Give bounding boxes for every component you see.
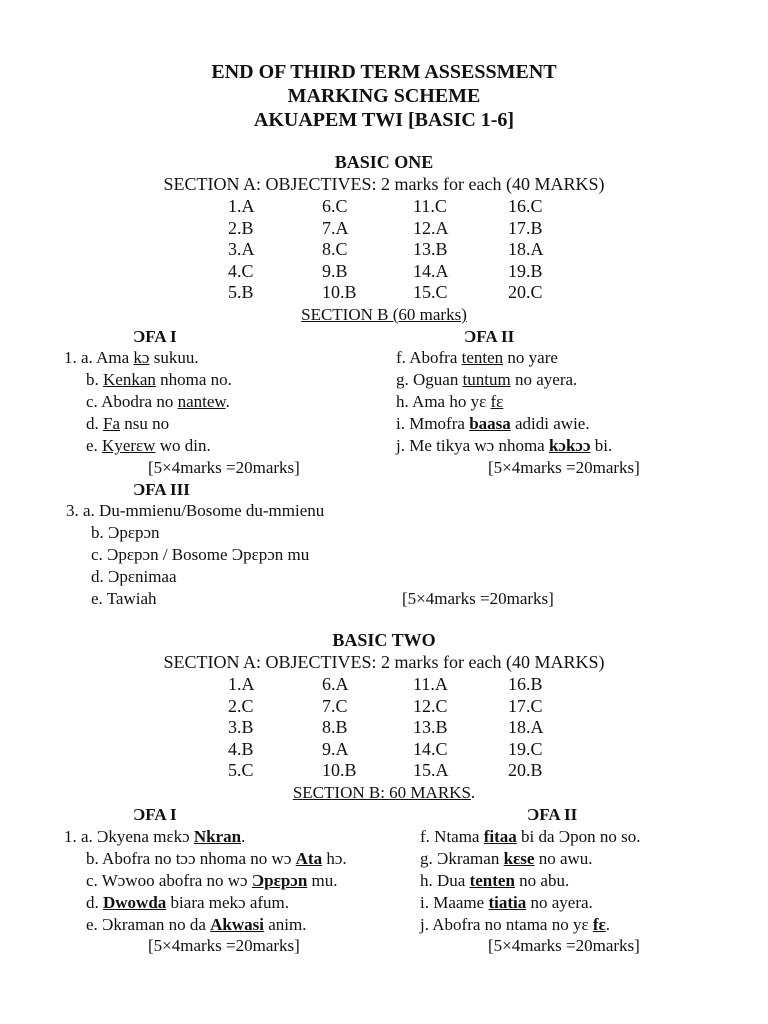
basic-one-ofa3-title: ƆFA III bbox=[133, 480, 190, 499]
item-text: d. bbox=[86, 414, 103, 433]
item-text: bi da Ɔpon no so. bbox=[516, 827, 641, 846]
basic-one-ofa1-marks: [5×4marks =20marks] bbox=[148, 458, 300, 477]
answer-cell: 6.C bbox=[322, 196, 348, 216]
item-text: nsu no bbox=[120, 414, 170, 433]
answer-cell: 15.A bbox=[413, 760, 449, 780]
item-text: . bbox=[605, 915, 611, 934]
list-item bbox=[86, 436, 211, 456]
answer-keyword: Kyerɛw bbox=[102, 436, 156, 455]
item-text: wo din. bbox=[155, 436, 211, 455]
list-item bbox=[420, 915, 610, 935]
basic-two-section-b: SECTION B: 60 MARKS. bbox=[292, 783, 476, 802]
answer-cell: 8.B bbox=[322, 717, 348, 737]
answer-keyword: Fa bbox=[103, 414, 120, 433]
item-text: d. bbox=[86, 893, 103, 912]
item-text: c. Abodra no bbox=[86, 392, 178, 411]
item-text: i. Maame bbox=[420, 893, 489, 912]
item-text: no abu. bbox=[514, 871, 570, 890]
item-text: b. bbox=[86, 370, 103, 389]
item-text: no ayera. bbox=[510, 370, 578, 389]
basic-one-ofa2-marks: [5×4marks =20marks] bbox=[488, 458, 640, 477]
answer-cell: 16.B bbox=[508, 674, 543, 694]
answer-keyword: Ata bbox=[295, 849, 323, 868]
answer-cell: 16.C bbox=[508, 196, 543, 216]
list-item bbox=[64, 827, 245, 847]
answer-cell: 5.B bbox=[228, 282, 254, 302]
item-text: 1. a. Ama bbox=[64, 348, 134, 367]
list-item: b. Ɔpɛpɔn bbox=[91, 523, 160, 542]
answer-cell: 9.B bbox=[322, 260, 348, 281]
answer-keyword: fɛ bbox=[592, 915, 606, 934]
item-text: no awu. bbox=[534, 849, 593, 868]
item-text: no yare bbox=[503, 348, 558, 367]
answer-keyword: tuntum bbox=[462, 370, 511, 389]
item-text: . bbox=[225, 392, 230, 411]
answer-keyword: kɔkɔɔ bbox=[548, 436, 591, 455]
list-item bbox=[86, 893, 289, 913]
item-text: bi. bbox=[590, 436, 613, 455]
item-text: e. Ɔkraman no da bbox=[86, 915, 211, 934]
answer-cell: 2.C bbox=[228, 695, 254, 716]
item-text: h. Dua bbox=[420, 871, 470, 890]
list-item bbox=[86, 414, 169, 434]
answer-keyword: Ɔpɛpɔn bbox=[251, 871, 308, 890]
answer-keyword: kɛse bbox=[503, 849, 535, 868]
item-text: g. Oguan bbox=[396, 370, 463, 389]
item-text: adidi awie. bbox=[510, 414, 590, 433]
list-item bbox=[396, 348, 558, 368]
answer-cell: 11.C bbox=[413, 196, 447, 216]
item-text: biara mekɔ afum. bbox=[166, 893, 290, 912]
answer-cell: 3.B bbox=[228, 717, 254, 737]
list-item bbox=[420, 871, 569, 891]
answer-keyword: tenten bbox=[461, 348, 504, 367]
doc-subject: AKUAPEM TWI [BASIC 1-6] bbox=[253, 109, 515, 131]
answer-cell: 11.A bbox=[413, 674, 448, 694]
answer-keyword: Dwowda bbox=[103, 893, 167, 912]
answer-cell: 13.B bbox=[413, 717, 448, 737]
answer-cell: 9.A bbox=[322, 738, 349, 759]
answer-cell: 19.C bbox=[508, 738, 543, 759]
answer-cell: 15.C bbox=[413, 282, 448, 302]
answer-cell: 3.A bbox=[228, 239, 255, 259]
answer-cell: 6.A bbox=[322, 674, 349, 694]
answer-keyword: fɛ bbox=[490, 392, 504, 411]
item-text: anim. bbox=[264, 915, 307, 934]
item-text: c. Wɔwoo abofra no wɔ bbox=[86, 871, 252, 890]
basic-two-section-a: SECTION A: OBJECTIVES: 2 marks for each (40 MARKS) bbox=[163, 652, 605, 672]
answer-cell: 17.C bbox=[508, 695, 543, 716]
item-text: . bbox=[241, 827, 246, 846]
item-text: j. Me tikya wɔ nhoma bbox=[396, 436, 549, 455]
doc-subtitle: MARKING SCHEME bbox=[287, 85, 481, 107]
basic-one-section-a: SECTION A: OBJECTIVES: 2 marks for each (40 MARKS) bbox=[163, 174, 605, 194]
item-text: e. bbox=[86, 436, 103, 455]
item-text: no ayera. bbox=[526, 893, 593, 912]
answer-keyword: kɔ bbox=[133, 348, 150, 367]
answer-cell: 1.A bbox=[228, 196, 255, 216]
list-item: c. Ɔpɛpɔn / Bosome Ɔpɛpɔn mu bbox=[91, 545, 310, 564]
answer-keyword: tenten bbox=[469, 871, 515, 890]
answer-cell: 4.B bbox=[228, 738, 254, 759]
basic-one-ofa2-title: ƆFA II bbox=[464, 327, 515, 346]
list-item bbox=[86, 871, 338, 891]
item-text: i. Mmofra bbox=[396, 414, 470, 433]
answer-cell: 18.A bbox=[508, 239, 544, 259]
answer-keyword: fitaa bbox=[483, 827, 517, 846]
answer-cell: 12.C bbox=[413, 695, 448, 716]
basic-two-ofa2-title: ƆFA II bbox=[527, 805, 578, 824]
list-item bbox=[86, 370, 232, 390]
answer-keyword: Akwasi bbox=[210, 915, 265, 934]
list-item bbox=[420, 827, 641, 847]
item-text: sukuu. bbox=[149, 348, 199, 367]
item-text: f. Ntama bbox=[420, 827, 484, 846]
answer-cell: 17.B bbox=[508, 217, 543, 238]
item-text: hɔ. bbox=[322, 849, 347, 868]
answer-cell: 19.B bbox=[508, 260, 543, 281]
item-text: h. Ama ho yɛ bbox=[396, 392, 491, 411]
answer-cell: 4.C bbox=[228, 260, 254, 281]
basic-one-ofa1-title: ƆFA I bbox=[133, 327, 177, 346]
list-item bbox=[420, 893, 593, 913]
basic-two-ofa2-marks: [5×4marks =20marks] bbox=[488, 936, 640, 955]
answer-keyword: nantew bbox=[177, 392, 226, 411]
item-text: 1. a. Ɔkyena mɛkɔ bbox=[64, 827, 194, 846]
list-item bbox=[64, 348, 199, 368]
list-item: e. Tawiah bbox=[91, 589, 157, 608]
list-item bbox=[420, 849, 593, 869]
answer-cell: 7.C bbox=[322, 695, 348, 716]
list-item bbox=[396, 392, 503, 412]
basic-two-ofa1-title: ƆFA I bbox=[133, 805, 177, 824]
list-item bbox=[396, 414, 590, 434]
answer-cell: 2.B bbox=[228, 217, 254, 238]
list-item bbox=[86, 392, 230, 412]
answer-keyword: Kenkan bbox=[103, 370, 156, 389]
answer-cell: 7.A bbox=[322, 217, 349, 238]
answer-keyword: baasa bbox=[469, 414, 511, 433]
answer-cell: 1.A bbox=[228, 674, 255, 694]
item-text: nhoma no. bbox=[155, 370, 232, 389]
basic-two-title: BASIC TWO bbox=[332, 630, 436, 650]
answer-cell: 18.A bbox=[508, 717, 544, 737]
answer-cell: 20.C bbox=[508, 282, 543, 302]
answer-cell: 13.B bbox=[413, 239, 448, 259]
answer-keyword: tiatia bbox=[488, 893, 527, 912]
answer-cell: 12.A bbox=[413, 217, 449, 238]
item-text: f. Abofra bbox=[396, 348, 462, 367]
basic-two-ofa1-marks: [5×4marks =20marks] bbox=[148, 936, 300, 955]
item-text: g. Ɔkraman bbox=[420, 849, 504, 868]
list-item bbox=[396, 370, 577, 390]
answer-cell: 14.A bbox=[413, 260, 449, 281]
answer-cell: 5.C bbox=[228, 760, 254, 780]
answer-cell: 20.B bbox=[508, 760, 543, 780]
item-text: j. Abofra no ntama no yɛ bbox=[420, 915, 593, 934]
basic-one-ofa3-marks: [5×4marks =20marks] bbox=[402, 589, 554, 608]
answer-cell: 10.B bbox=[322, 760, 357, 780]
item-text: mu. bbox=[307, 871, 338, 890]
answer-cell: 10.B bbox=[322, 282, 357, 302]
answer-cell: 8.C bbox=[322, 239, 348, 259]
list-item bbox=[86, 915, 307, 935]
answer-keyword: Nkran bbox=[193, 827, 242, 846]
basic-one-title: BASIC ONE bbox=[334, 152, 434, 172]
list-item: d. Ɔpɛnimaa bbox=[91, 567, 177, 586]
list-item bbox=[86, 849, 347, 869]
list-item: 3. a. Du-mmienu/Bosome du-mmienu bbox=[66, 501, 325, 520]
answer-cell: 14.C bbox=[413, 738, 448, 759]
basic-one-section-b: SECTION B (60 marks) bbox=[301, 305, 467, 324]
item-text: b. Abofra no tɔɔ nhoma no wɔ bbox=[86, 849, 296, 868]
list-item bbox=[396, 436, 612, 456]
doc-title: END OF THIRD TERM ASSESSMENT bbox=[211, 61, 557, 83]
